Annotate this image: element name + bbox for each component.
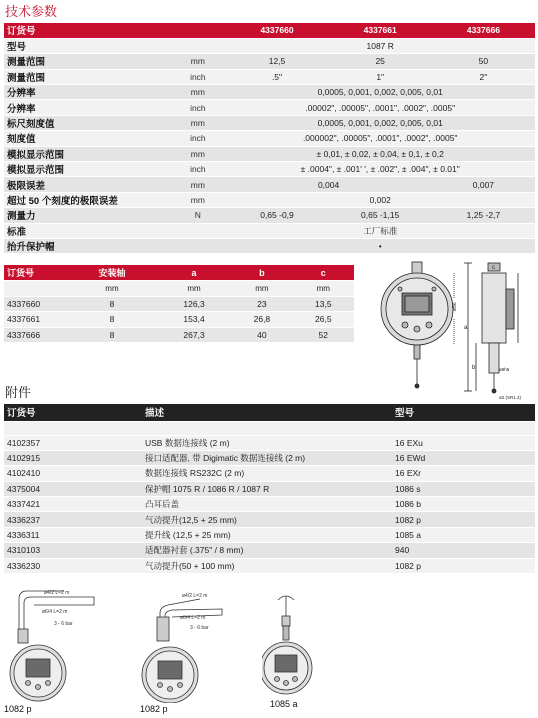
accessories-cell: 4336237 (4, 512, 142, 527)
spec-row-value: 0,002 (225, 192, 535, 207)
spec-row-label: 测量力 (4, 208, 170, 223)
accessories-cell: 凸耳后盖 (142, 497, 392, 512)
dims-unit-row (4, 281, 354, 297)
spec-row-label: 刻度值 (4, 131, 170, 146)
accessories-spacer-row (4, 421, 535, 435)
dims-row (4, 327, 354, 343)
accessories-row (4, 558, 535, 573)
spec-row-label: 分辨率 (4, 85, 170, 100)
accessories-row (4, 527, 535, 542)
spec-row-value: • (225, 238, 535, 253)
spec-row (4, 238, 535, 253)
accessories-cell: 4102410 (4, 466, 142, 481)
spec-row-unit: inch (170, 69, 225, 84)
spec-row-value: ± 0,01, ± 0,02, ± 0,04, ± 0,1, ± 0,2 (225, 146, 535, 161)
accessories-cell: 保护帽 1075 R / 1086 R / 1087 R (142, 481, 392, 496)
accessories-cell: 气动提升(50 + 100 mm) (142, 558, 392, 573)
spec-row-value: 0,65 -1,15 (329, 208, 432, 223)
spec-row-label: 测量范围 (4, 54, 170, 69)
pneumatic-lift-illustration-1 (4, 585, 104, 703)
dims-unit-cell (4, 281, 67, 297)
spec-row-value: 12,5 (225, 54, 328, 69)
spec-row (4, 85, 535, 100)
spec-row-label: 模拟显示范围 (4, 146, 170, 161)
spec-row-value: 0,004 (225, 177, 431, 192)
accessories-cell: 16 EXr (392, 466, 535, 481)
spec-row-unit: mm (170, 54, 225, 69)
spec-row-unit: inch (170, 100, 225, 115)
accessories-cell: 4336311 (4, 527, 142, 542)
dim-label-a: a (464, 325, 468, 331)
pressure-label: 3 - 6 bar (54, 621, 73, 627)
dims-unit-cell: mm (231, 281, 292, 297)
indicator-side-view (464, 263, 518, 393)
accessories-header-row (4, 404, 535, 421)
accessories-row (4, 466, 535, 481)
spec-row-value: 0,0005, 0,001, 0,002, 0,005, 0,01 (225, 115, 535, 130)
dims-cell: 4337660 (4, 296, 67, 312)
spec-row (4, 208, 535, 223)
spec-row-value: 0,007 (432, 177, 535, 192)
dims-cell: 8 (67, 296, 157, 312)
spec-row (4, 192, 535, 207)
accessories-row (4, 543, 535, 558)
spec-row-unit: mm (170, 85, 225, 100)
spec-row-unit: inch (170, 162, 225, 177)
accessories-row (4, 512, 535, 527)
dims-cell: 23 (231, 296, 292, 312)
dim-shaft-label: ø8h6 (499, 367, 510, 372)
spec-header-col-1: 4337660 (225, 23, 328, 38)
dims-cell: 4337661 (4, 312, 67, 328)
accessories-cell: 16 EXu (392, 435, 535, 450)
spec-row (4, 115, 535, 130)
dims-cell: 153,4 (157, 312, 231, 328)
device-caption: 1082 p (4, 704, 32, 714)
accessories-cell: 气动提升(12,5 + 25 mm) (142, 512, 392, 527)
dims-header-cell: 订货号 (4, 265, 67, 281)
dims-header-cell: a (157, 265, 231, 281)
dims-cell: 8 (67, 327, 157, 343)
dims-unit-cell: mm (67, 281, 157, 297)
spec-row-unit: mm (170, 192, 225, 207)
pressure-label: 3 - 6 bar (190, 625, 209, 631)
spec-row-value: 50 (432, 54, 535, 69)
accessories-cell: 4336230 (4, 558, 142, 573)
dims-header-cell: b (231, 265, 292, 281)
accessories-cell: 4102357 (4, 435, 142, 450)
device-caption: 1085 a (270, 699, 298, 709)
spec-row-label: 抬升保护帽 (4, 238, 170, 253)
accessories-cell: 提升线 (12,5 + 25 mm) (142, 527, 392, 542)
dims-cell: 126,3 (157, 296, 231, 312)
spec-row-value: 1" (329, 69, 432, 84)
spec-header-col-2: 4337661 (329, 23, 432, 38)
dims-cell: 4337666 (4, 327, 67, 343)
spec-row-label: 标准 (4, 223, 170, 238)
accessories-cell: 4102915 (4, 450, 142, 465)
spec-row-value: 0,65 -0,9 (225, 208, 328, 223)
dims-unit-cell: mm (157, 281, 231, 297)
accessories-cell: 1086 s (392, 481, 535, 496)
spec-row-unit: mm (170, 146, 225, 161)
spec-row-label: 型号 (4, 38, 170, 53)
accessories-cell: 4310103 (4, 543, 142, 558)
accessories-cell: 1086 b (392, 497, 535, 512)
dims-header-row (4, 265, 354, 281)
accessories-cell: 数据连接线 RS232C (2 m) (142, 466, 392, 481)
spec-row (4, 177, 535, 192)
accessories-cell: 4375004 (4, 481, 142, 496)
accessories-cell: 1082 p (392, 512, 535, 527)
dims-unit-cell: mm (293, 281, 354, 297)
dims-row (4, 312, 354, 328)
spec-header-row (4, 23, 535, 38)
dims-cell: 40 (231, 327, 292, 343)
lift-cable-illustration (262, 588, 342, 704)
spec-row-value: 工厂标准 (225, 223, 535, 238)
spec-row (4, 100, 535, 115)
accessories-table (4, 404, 535, 574)
spec-row (4, 131, 535, 146)
dims-cell: 26,8 (231, 312, 292, 328)
spec-row-value: .000002", .00005", .0001", .0002", .0005" (225, 131, 535, 146)
dims-cell: 267,3 (157, 327, 231, 343)
spec-header-label: 订货号 (4, 23, 170, 38)
accessories-cell: 适配器衬套 (.375" / 8 mm) (142, 543, 392, 558)
accessories-cell: 1082 p (392, 558, 535, 573)
spec-row (4, 162, 535, 177)
dim-tip-label: ø2 (SR1.2) (499, 395, 522, 400)
device-caption: 1082 p (140, 704, 168, 714)
spec-header-unit (170, 23, 225, 38)
accessories-cell: USB 数据连接线 (2 m) (142, 435, 392, 450)
spec-table (4, 23, 535, 254)
spec-row-label: 模拟显示范围 (4, 162, 170, 177)
spec-row-value: ± .0004", ± .001' ', ± .002", ± .004", ± 0.01" (225, 162, 535, 177)
spec-row-unit (170, 238, 225, 253)
accessories-row (4, 450, 535, 465)
pneumatic-lift-illustration-2 (130, 585, 230, 703)
hose-label-2: ø6/4 L=2 m (180, 615, 206, 621)
spec-row-unit (170, 38, 225, 53)
spec-row-value: 1,25 -2,7 (432, 208, 535, 223)
accessories-cell: 940 (392, 543, 535, 558)
dim-label-b: b (472, 365, 476, 371)
dims-cell: 52 (293, 327, 354, 343)
dim-label-c: c (492, 265, 495, 271)
dim-diameter-label: ø56 (452, 302, 458, 311)
accessories-cell: 16 EWd (392, 450, 535, 465)
indicator-front-view (381, 262, 454, 388)
spec-header-col-3: 4337666 (432, 23, 535, 38)
spec-row-label: 分辨率 (4, 100, 170, 115)
dims-header-cell: 安装轴 (67, 265, 157, 281)
accessories-row (4, 481, 535, 496)
page-title: 技术参数 (5, 4, 58, 19)
indicator-dimension-drawing (368, 259, 536, 407)
hose-label-2: ø6/4 L=2 m (42, 609, 68, 615)
spec-row-value: .00002", .00005", .0001", .0002", .0005" (225, 100, 535, 115)
accessories-cell: 1085 a (392, 527, 535, 542)
dimensions-table (4, 265, 354, 343)
spec-row-value: 0,0005, 0,001, 0,002, 0,005, 0,01 (225, 85, 535, 100)
spec-row-unit: mm (170, 177, 225, 192)
spec-row-value: .5" (225, 69, 328, 84)
accessories-row (4, 435, 535, 450)
spec-row (4, 54, 535, 69)
accessories-header-cell: 描述 (142, 404, 392, 421)
accessories-row (4, 497, 535, 512)
hose-label-1: ø4/2 L=2 m (182, 593, 208, 599)
accessories-cell: 接口适配器, 带 Digimatic 数据连接线 (2 m) (142, 450, 392, 465)
spec-row-value: 1087 R (225, 38, 535, 53)
dims-cell: 13,5 (293, 296, 354, 312)
spec-row (4, 146, 535, 161)
accessories-title: 附件 (5, 385, 32, 400)
spec-row-value: 2" (432, 69, 535, 84)
spec-row-unit (170, 223, 225, 238)
spec-row (4, 38, 535, 53)
spec-row-label: 测量范围 (4, 69, 170, 84)
spec-row-unit: N (170, 208, 225, 223)
spec-row-label: 极限误差 (4, 177, 170, 192)
spec-row-unit: inch (170, 131, 225, 146)
accessories-cell: 4337421 (4, 497, 142, 512)
spec-row (4, 223, 535, 238)
dims-cell: 26,5 (293, 312, 354, 328)
spec-row-label: 超过 50 个刻度的极限误差 (4, 192, 170, 207)
dims-header-cell: c (293, 265, 354, 281)
dims-cell: 8 (67, 312, 157, 328)
spec-row-label: 标尺刻度值 (4, 115, 170, 130)
spec-row-unit: mm (170, 115, 225, 130)
hose-label-1: ø4/2 L=2 m (44, 590, 70, 596)
dims-row (4, 296, 354, 312)
spec-row (4, 69, 535, 84)
accessories-header-cell: 型号 (392, 404, 535, 421)
accessories-header-cell: 订货号 (4, 404, 142, 421)
spec-row-value: 25 (329, 54, 432, 69)
